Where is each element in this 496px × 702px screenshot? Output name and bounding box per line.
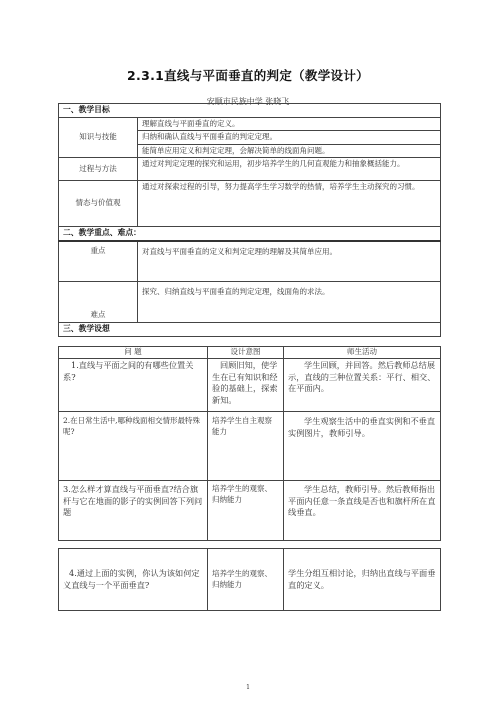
process-text: 通过对判定定理的探究和运用，初步培养学生的几何直观能力和抽象概括能力。: [138, 158, 441, 181]
column-header-intent: 设计意图: [208, 347, 284, 359]
question-cell: 4.通过上面的实例，你认为该如何定义直线与一个平面垂直?: [59, 549, 208, 611]
knowledge-label: 知识与技能: [59, 117, 138, 158]
process-label: 过程与方法: [59, 158, 138, 181]
activity-cell: 学生观察生活中的垂直实例和不垂直实例图片，教师引导。: [284, 412, 441, 481]
activity-cell: 学生分组互相讨论，归纳出直线与平面垂直的定义。: [284, 549, 441, 611]
column-header-question: 问 题: [59, 347, 208, 359]
knowledge-item: 能简单应用定义和判定定理，会解决简单的线面角问题。: [138, 144, 441, 158]
emotion-text: 通过对探索过程的引导，努力提高学生学习数学的热情，培养学生主动探究的习惯。: [138, 181, 441, 227]
intent-cell: 培养学生的观察、归纳能力: [208, 481, 284, 541]
section-heading-design: 三、教学设想: [59, 323, 441, 337]
table-row: [59, 359, 441, 412]
question-cell: 1.直线与平面之间的有哪些位置关系?: [59, 359, 208, 412]
table-row: [59, 481, 441, 541]
intent-cell: 培养学生的观察、归纳能力: [208, 549, 284, 611]
lesson-plan-table: [58, 103, 441, 337]
design-table-continued: [58, 548, 441, 611]
knowledge-item: 归纳和确认直线与平面垂直的判定定理。: [138, 131, 441, 145]
difficult-text: 探究、归纳直线与平面垂直的判定定理，线面角的求法。: [138, 282, 441, 323]
key-text: 对直线与平面垂直的定义和判定定理的理解及其简单应用。: [138, 241, 441, 282]
activity-cell: 学生总结，教师引导。然后教师指出平面内任意一条直线是否也和旗杆所在直线垂直。: [284, 481, 441, 541]
section-heading-objectives: 一、教学目标: [59, 104, 441, 118]
emotion-label: 情态与价值观: [59, 181, 138, 227]
intent-cell: 培养学生自主观察能力: [208, 412, 284, 481]
page-number: 1: [246, 684, 250, 691]
table-row: [59, 412, 441, 481]
page-title: 2.3.1直线与平面垂直的判定（教学设计）: [127, 68, 369, 83]
column-header-activity: 师生活动: [284, 347, 441, 359]
author-line: 安顺市民族中学 张晓飞: [206, 97, 290, 106]
difficult-label: 难点: [59, 282, 138, 323]
section-heading-keypoints: 二、教学重点、难点：: [59, 227, 441, 241]
key-label: 重点: [59, 241, 138, 282]
activity-cell: 学生回顾，并回答。然后教师总结展示，直线的三种位置关系：平行、相交、在平面内。: [284, 359, 441, 412]
question-cell: 3.怎么样才算直线与平面垂直?结合旗杆与它在地面的影子的实例回答下列问题: [59, 481, 208, 541]
intent-cell: 回顾旧知，使学生在已有知识和经验的基础上，探索新知。: [208, 359, 284, 412]
question-cell: 2.在日常生活中,哪种线面相交情形最特殊呢?: [59, 412, 208, 481]
table-row: [59, 549, 441, 611]
knowledge-item: 理解直线与平面垂直的定义。: [138, 117, 441, 131]
design-table: [58, 346, 441, 541]
